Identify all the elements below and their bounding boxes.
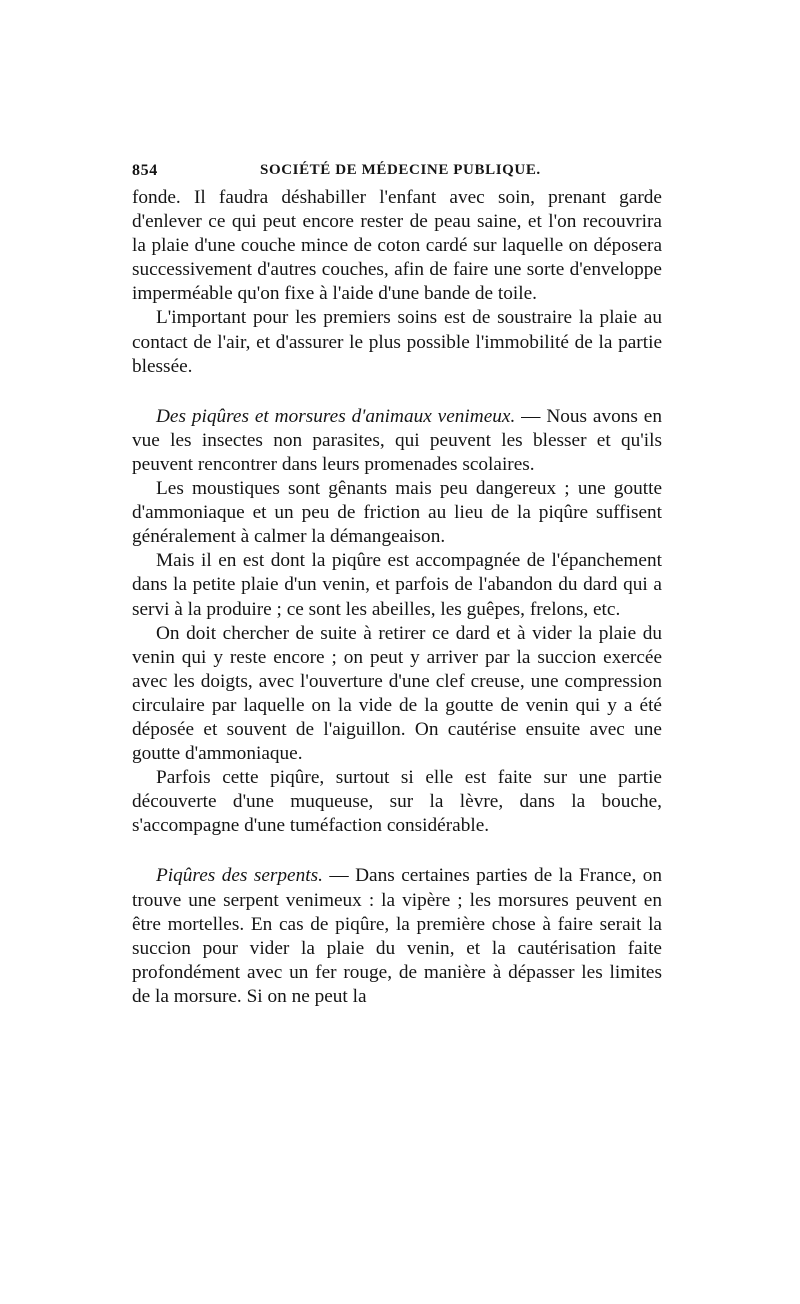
section-heading-snake-bites: Piqûres des serpents. [156, 865, 323, 887]
paragraph-remove-sting: On doit chercher de suite à retirer ce dard et à vider la plaie du venin qui y reste encore ; on peut y arriver par la succion exercée avec les doigts, avec l'ouverture d'une clef creuse, une compression circulaire par laquelle on la vide de la goutte de venin qui y a été déposée et souvent de l'aiguillon. On cautérise ensuite avec une goutte d'ammoniaque. [132, 622, 662, 765]
section-snake-text: — Dans certaines parties de la France, on trouve une serpent venimeux : la vipère ; les morsures peuvent en être mortelles. En cas de piqûre, la première chose à faire serait la succion pour vider la plaie du venin, et la cautérisation faite profondément avec un fer rouge, de manière à dépasser les limites de la morsure. Si on ne peut la [132, 865, 662, 1007]
section-intro-text: — Nous avons en vue les insectes non parasites, qui peuvent les blesser et qu'ils peuvent rencontrer dans leurs promenades scolaires. [132, 405, 662, 475]
running-title: SOCIÉTÉ DE MÉDECINE PUBLIQUE. [260, 162, 541, 178]
paragraph-mosquitoes: Les moustiques sont gênants mais peu dangereux ; une goutte d'ammoniaque et un peu de friction au lieu de la piqûre suffisent généralement à calmer la démangeaison. [132, 478, 662, 548]
paragraph-continuation: fonde. Il faudra déshabiller l'enfant avec soin, prenant garde d'enlever ce qui peut encore rester de peau saine, et l'on recouvrira la plaie d'une couche mince de coton cardé sur laquelle on déposera successivement d'autres couches, afin de faire une sorte d'enveloppe imperméable qu'on fixe à l'aide d'une bande de toile. [132, 187, 662, 305]
running-head [132, 162, 662, 186]
paragraph-important: L'important pour les premiers soins est de soustraire la plaie au contact de l'air, et d'assurer le plus possible l'immobilité de la partie blessée. [132, 307, 662, 377]
section-venomous-animals [132, 405, 662, 477]
section-spacer [132, 379, 662, 405]
section-heading-venomous-animals: Des piqûres et morsures d'animaux venimeux. [156, 405, 516, 427]
paragraph-bees-wasps: Mais il en est dont la piqûre est accompagnée de l'épanchement dans la petite plaie d'un venin, et parfois de l'abandon du dard qui a servi à la produire ; ce sont les abeilles, les guêpes, frelons, etc. [132, 550, 662, 620]
section-spacer [132, 838, 662, 864]
body-text [132, 186, 662, 1009]
section-snake-bites [132, 864, 662, 1009]
paragraph-swelling: Parfois cette piqûre, surtout si elle est faite sur une partie découverte d'une muqueuse, sur la lèvre, dans la bouche, s'accompagne d'une tuméfaction considérable. [132, 767, 662, 837]
book-page [132, 162, 662, 1009]
page-number: 854 [132, 162, 158, 179]
